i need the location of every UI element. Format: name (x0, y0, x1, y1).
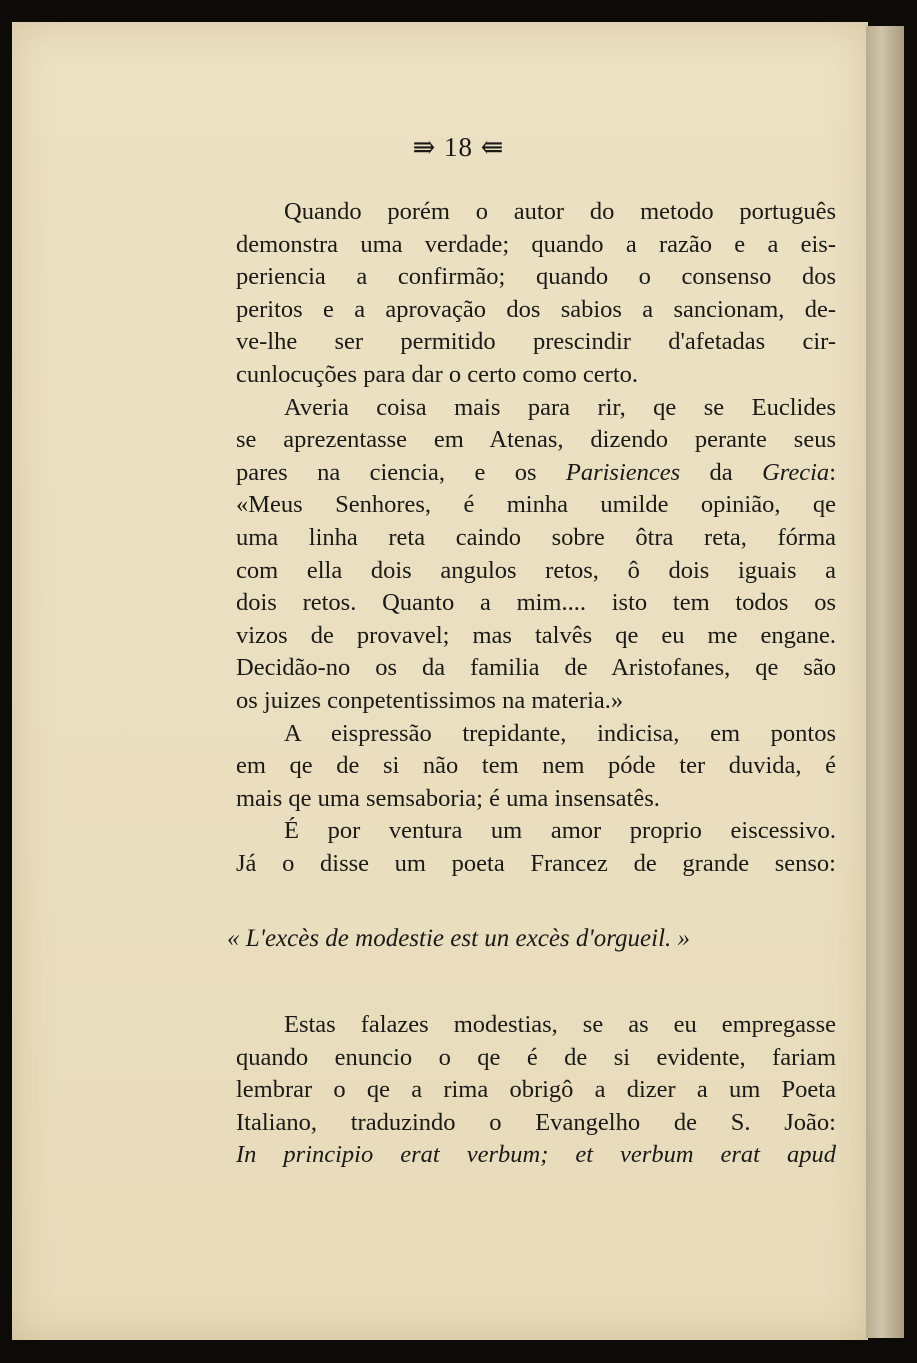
italic-word: Grecia (762, 458, 830, 486)
text-line: Já o disse um poeta Francez de grande senso: (236, 849, 836, 877)
french-quote: « L'excès de modestie est un excès d'orgueil. » (226, 925, 691, 952)
text-line: vizos de provavel; mas talvês qe eu me engane. (236, 621, 836, 649)
text-line: se aprezentasse em Atenas, dizendo perante seus (236, 426, 836, 454)
italic-word: Parisiences (565, 458, 681, 486)
text-line: ve-lhe ser permitido prescindir d'afetadas cir- (236, 328, 836, 356)
text-line: em qe de si não tem nem póde ter duvida, é (236, 752, 836, 780)
text-line: Quando porém o autor do metodo português (284, 198, 836, 225)
text-line: cunlocuções para dar o certo como certo. (236, 360, 639, 388)
text-line: demonstra uma verdade; quando a razão e a eis- (236, 230, 836, 258)
body-text-top (236, 196, 836, 880)
text-line: Italiano, traduzindo o Evangelho de S. João: (236, 1108, 836, 1136)
text-line: quando enuncio o qe é de si evidente, fariam (236, 1043, 836, 1071)
text-line: «Meus Senhores, é minha umilde opinião, qe (236, 491, 836, 519)
ornament-right: ⇚ (480, 132, 505, 162)
text-span: pares na ciencia, e os (236, 458, 566, 486)
page-number-header (0, 132, 917, 163)
body-text-bottom (236, 1009, 836, 1172)
text-line: A eispressão trepidante, indicisa, em pontos (284, 719, 836, 747)
text-line: mais qe uma semsaboria; é uma insensatês. (236, 784, 660, 812)
text-line (236, 457, 836, 490)
page-edge (866, 26, 904, 1338)
text-line: com ella dois angulos retos, ô dois iguais a (236, 556, 836, 584)
text-line: periencia a confirmão; quando o consenso dos (236, 263, 836, 291)
text-span: da (680, 458, 763, 486)
text-line: lembrar o qe a rima obrigô a dizer a um Poeta (236, 1076, 836, 1104)
text-line-italic (236, 1139, 836, 1172)
text-line: dois retos. Quanto a mim.... isto tem todos os (236, 589, 836, 617)
text-span: : (829, 458, 836, 486)
text-line: os juizes conpetentissimos na materia.» (236, 686, 624, 714)
italic-line: In principio erat verbum; et verbum erat apud (236, 1141, 836, 1169)
text-line: É por ventura um amor proprio eiscessivo. (284, 817, 836, 845)
ornament-left: ⇛ (412, 132, 437, 162)
text-line: Estas falazes modestias, se as eu empregasse (284, 1011, 836, 1038)
text-line: Averia coisa mais para rir, qe se Euclides (284, 393, 836, 421)
text-line: uma linha reta caindo sobre ôtra reta, fórma (236, 523, 836, 551)
text-line: peritos e a aprovação dos sabios a sancionam, de- (236, 295, 836, 323)
page-number: 18 (444, 132, 473, 162)
text-line: Decidão-no os da familia de Aristofanes, qe são (236, 654, 836, 682)
